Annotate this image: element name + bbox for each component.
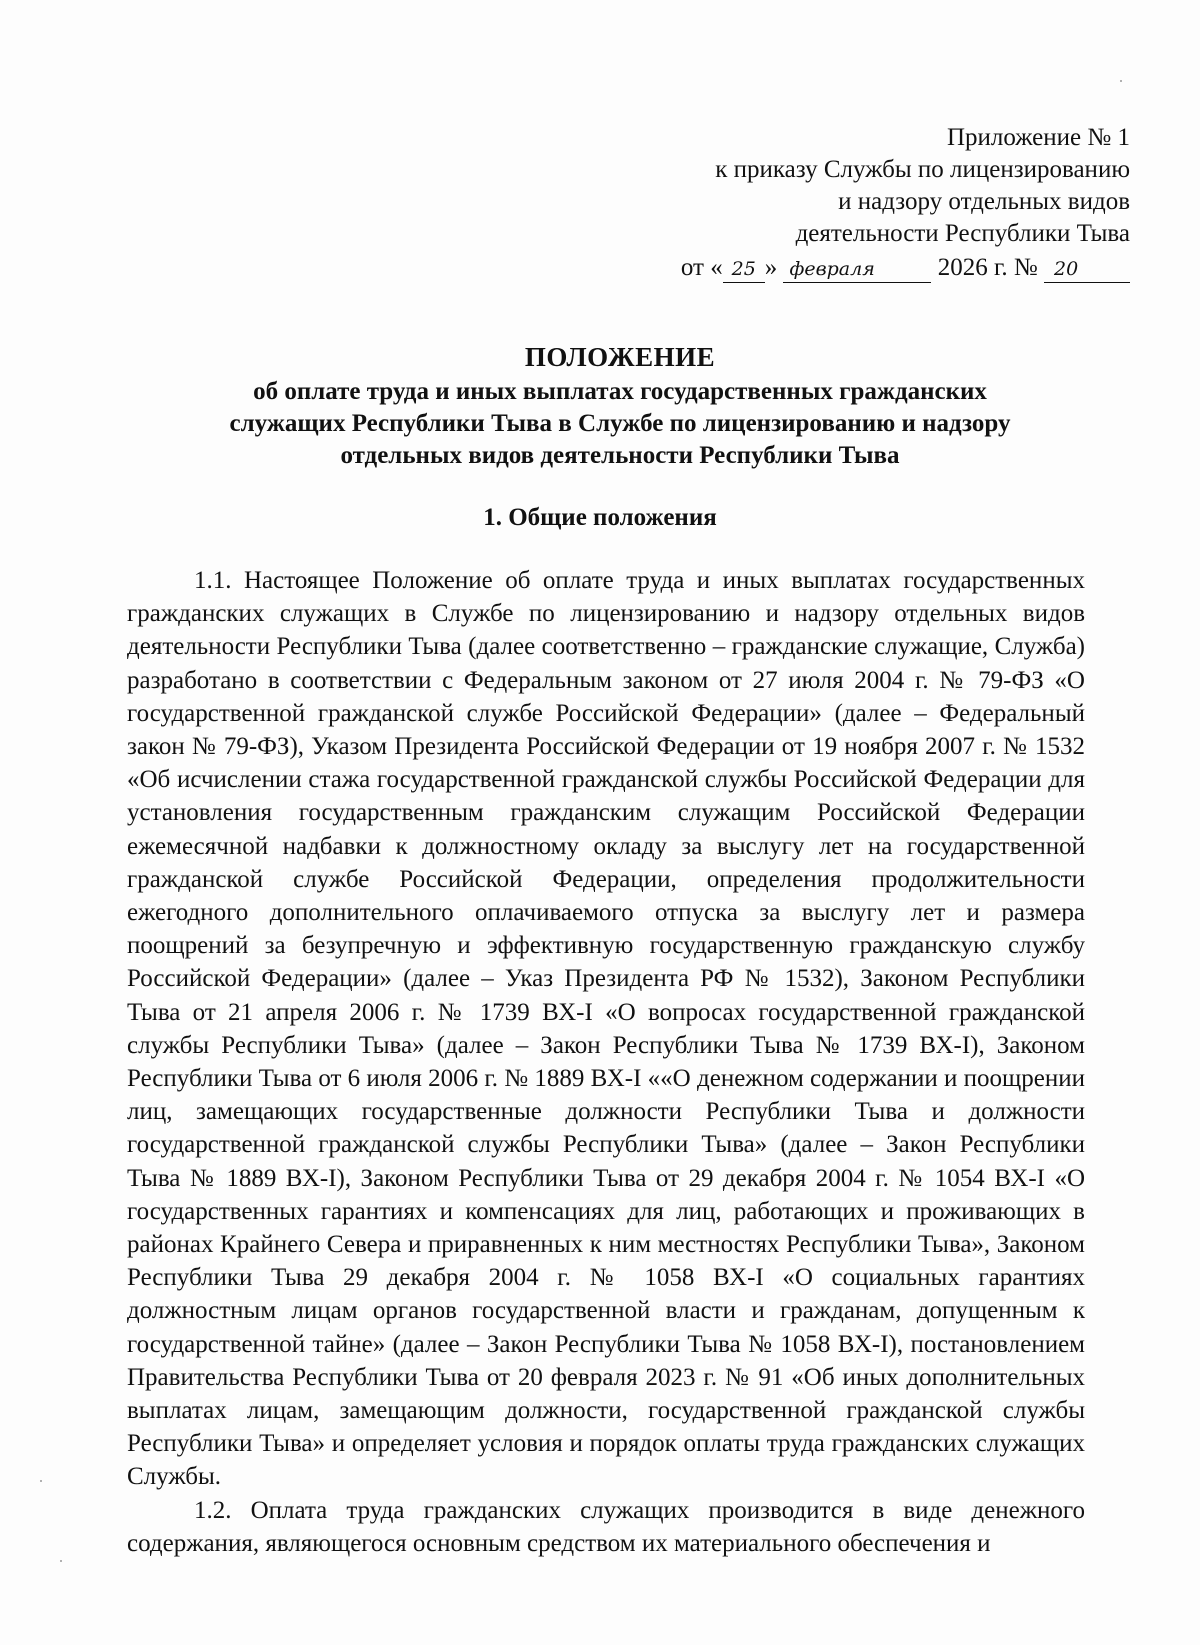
handwritten-day: 25 [723, 256, 765, 283]
paragraph-1-2: 1.2. Оплата труда гражданских служащих производится в виде денежного содержания, являющегося основным средством их материального обеспечения и [127, 1496, 1085, 1557]
title-sub-line-1: об оплате труда и иных выплатах государственных гражданских [253, 378, 987, 405]
scan-speck [1120, 80, 1122, 82]
date-mid: » [764, 254, 778, 281]
appendix-line-1: Приложение № 1 [946, 124, 1130, 151]
scan-speck [60, 1560, 62, 1562]
date-year: 2026 г. № [937, 254, 1038, 281]
title-subtitle [140, 376, 1100, 472]
handwritten-order-number: 20 [1044, 256, 1130, 283]
body-text [127, 564, 1085, 1560]
title-sub-line-2: служащих Республики Тыва в Службе по лицензированию и надзору [229, 410, 1011, 437]
order-date-line [570, 252, 1130, 284]
document-title [140, 340, 1100, 472]
section-heading: 1. Общие положения [483, 504, 717, 531]
paragraph-1-1: 1.1. Настоящее Положение об оплате труда и иных выплатах государственных гражданских служащих в Службе по лицензированию и надзору отдельных видов деятельности Республики Тыва (далее соответственно – гражданские служащие, Служба) разработано в соответствии с Федеральным законом от 27 июля 2004 г. № 79-ФЗ «О государственной гражданской службе Российской Федерации» (далее – Федеральный закон № 79-ФЗ), Указом Президента Российской Федерации от 19 ноября 2007 г. № 1532 «Об исчислении стажа государственной гражданской службы Российской Федерации для установления государственным гражданским служащим Российской Федерации ежемесячной надбавки к должностному окладу за выслугу лет на государственной гражданской службе Российской Федерации, определения продолжительности ежегодного дополнительного оплачиваемого отпуска за выслугу лет и размера поощрений за безупречную и эффективную государственную гражданскую службу Российской Федерации» (далее – Указ Президента РФ № 1532), Законом Республики Тыва от 21 апреля 2006 г. № 1739 ВХ-I «О вопросах государственной гражданской службы Республики Тыва» (далее – Закон Республики Тыва № 1739 ВХ-I), Законом Республики Тыва от 6 июля 2006 г. № 1889 ВХ-I ««О денежном содержании и поощрении лиц, замещающих государственные должности Республики Тыва и должности государственной гражданской службы Республики Тыва» (далее – Закон Республики Тыва № 1889 ВХ-I), Законом Республики Тыва от 29 декабря 2004 г. № 1054 ВХ-I «О государственных гарантиях и компенсациях для лиц, работающих и проживающих в районах Крайнего Севера и приравненных к ним местностях Республики Тыва», Законом Республики Тыва 29 декабря 2004 г. № 1058 ВХ-I «О социальных гарантиях должностным лицам органов государственной власти и гражданам, допущенным к государственной тайне» (далее – Закон Республики Тыва № 1058 ВХ-I), постановлением Правительства Республики Тыва от 20 февраля 2023 г. № 91 «Об иных дополнительных выплатах лицам, замещающим должности, государственной гражданской службы Республики Тыва» и определяет условия и порядок оплаты труда гражданских служащих Службы. [127, 567, 1085, 1491]
appendix-line-3: и надзору отдельных видов [838, 188, 1130, 215]
title-main: ПОЛОЖЕНИЕ [524, 342, 716, 372]
handwritten-month: февраля [783, 256, 931, 283]
title-sub-line-3: отдельных видов деятельности Республики Тыва [340, 442, 900, 469]
appendix-block [570, 122, 1130, 284]
date-prefix: от « [680, 254, 723, 281]
appendix-line-2: к приказу Службы по лицензированию [715, 156, 1130, 183]
scan-speck [40, 1480, 42, 1482]
appendix-line-4: деятельности Республики Тыва [795, 220, 1130, 247]
